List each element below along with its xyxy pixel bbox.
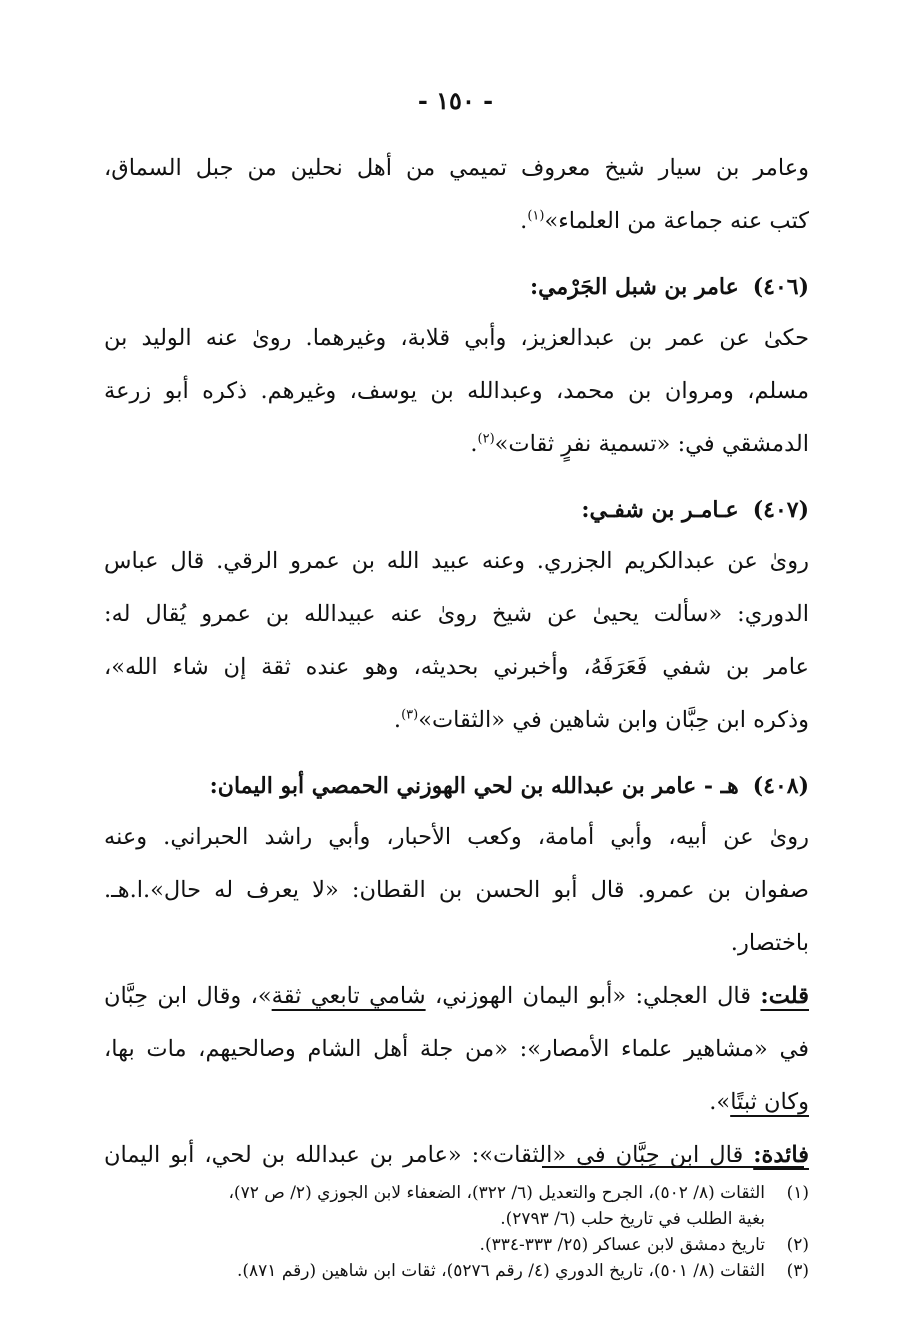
entry-408-line-3: باختصار. [730,930,809,956]
entry-407-name: عـامـر بن شفـي: [581,497,739,523]
footnote-3 [104,1258,809,1284]
page-number: - ١٥٠ - [417,86,494,115]
main-text [104,142,809,1182]
footnote-2-number: (٢) [786,1235,809,1255]
faida-line [104,1129,809,1182]
entry-408-line-2: صفوان بن عمرو. قال أبو الحسن بن القطان: «لا يعرف له حال».ا.هـ. [104,877,809,903]
intro-line-2-end: . [520,208,528,234]
entry-407-number: (٤٠٧) [752,497,809,523]
qult-line-1-a: قال العجلي: «أبو اليمان الهوزني، [425,983,761,1009]
entry-407-line-2: الدوري: «سألت يحيىٰ عن شيخ روىٰ عنه عبيدالله بن عمرو يُقال له: [104,601,809,627]
footnote-1-number: (١) [786,1183,809,1203]
footnote-2 [104,1232,809,1258]
entry-406-heading [104,262,809,312]
entry-408-name: هـ - عامر بن عبدالله بن لحي الهوزني الحمصي أبو اليمان: [209,773,739,799]
footnote-ref-2[interactable]: (٢) [477,431,495,447]
entry-407-line-4 [104,694,809,747]
entry-406-line-1: حكىٰ عن عمر بن عبدالعزيز، وأبي قلابة، وغيرهما. روىٰ عنه الوليد بن [104,325,809,351]
entry-407-heading [104,485,809,535]
qult-line-1 [104,970,809,1023]
entry-407-last-text: وذكره ابن حِبَّان وابن شاهين في «الثقات» [418,707,809,733]
entry-407-line-3: عامر بن شفي فَعَرَفَهُ، وأخبرني بحديثه، وهو عنده ثقة إن شاء الله»، [104,654,809,680]
entry-408-line-1: روىٰ عن أبيه، وأبي أمامة، وكعب الأحبار، وأبي راشد الحبراني. وعنه [104,824,809,850]
qult-line-3-underlined: وكان ثبتًا [730,1089,809,1115]
qult-line-1-underlined: شامي تابعي ثقة [271,983,426,1009]
footnote-ref-3[interactable]: (٣) [401,707,419,723]
entry-407-line-1: روىٰ عن عبدالكريم الجزري. وعنه عبيد الله بن عمرو الرقي. قال عباس [104,548,809,574]
footnote-3-line-1: الثقات (٨/ ٥٠١)، تاريخ الدوري (٤/ رقم ٥٢٧٦)، ثقات ابن شاهين (رقم ٨٧١). [237,1261,765,1281]
intro-line-2 [104,195,809,248]
qult-label: قلت: [760,983,809,1009]
qult-line-3-end: ». [709,1089,731,1115]
footnote-1 [104,1180,809,1232]
entry-408-number: (٤٠٨) [752,773,809,799]
footnote-3-number: (٣) [786,1261,809,1281]
qult-line-1-b: »، وقال ابن حِبَّان [104,983,272,1009]
entry-408-heading [104,761,809,811]
entry-406-last-end: . [470,431,478,457]
footnote-1-line-2: بغية الطلب في تاريخ حلب (٦/ ٢٧٩٣). [500,1209,765,1229]
footnote-separator [542,1166,804,1168]
qult-line-2: في «مشاهير علماء الأمصار»: «من جلة أهل الشام وصالحيهم، مات بها، [104,1036,809,1062]
entry-406-line-2: مسلم، ومروان بن محمد، وعبدالله بن يوسف، وغيرهم. ذكره أبو زرعة [104,378,809,404]
footnote-ref-1[interactable]: (١) [527,208,545,224]
entry-406-name: عامر بن شبل الجَرْمي: [529,274,739,300]
footnote-2-line-1: تاريخ دمشق لابن عساكر (٢٥/ ٣٣٣-٣٣٤). [479,1235,765,1255]
footnote-1-line-1: الثقات (٨/ ٥٠٢)، الجرح والتعديل (٦/ ٣٢٢)، الضعفاء لابن الجوزي (٢/ ص ٧٢)، [228,1183,765,1203]
faida-text: قال ابن حِبَّان في «الثقات»: «عامر بن عبدالله بن لحي، أبو اليمان [104,1142,754,1168]
intro-line-1: وعامر بن سيار شيخ معروف تميمي من أهل نحلين من جبل السماق، [104,155,809,181]
entry-406-number: (٤٠٦) [752,274,809,300]
entry-406-last-text: الدمشقي في: «تسمية نفرٍ ثقات» [494,431,809,457]
faida-label: فائدة: [753,1142,809,1168]
entry-406-line-3 [104,418,809,471]
intro-line-2-text: كتب عنه جماعة من العلماء» [544,208,809,234]
footnotes [104,1180,809,1284]
qult-line-3 [104,1076,809,1129]
entry-407-last-end: . [393,707,402,733]
